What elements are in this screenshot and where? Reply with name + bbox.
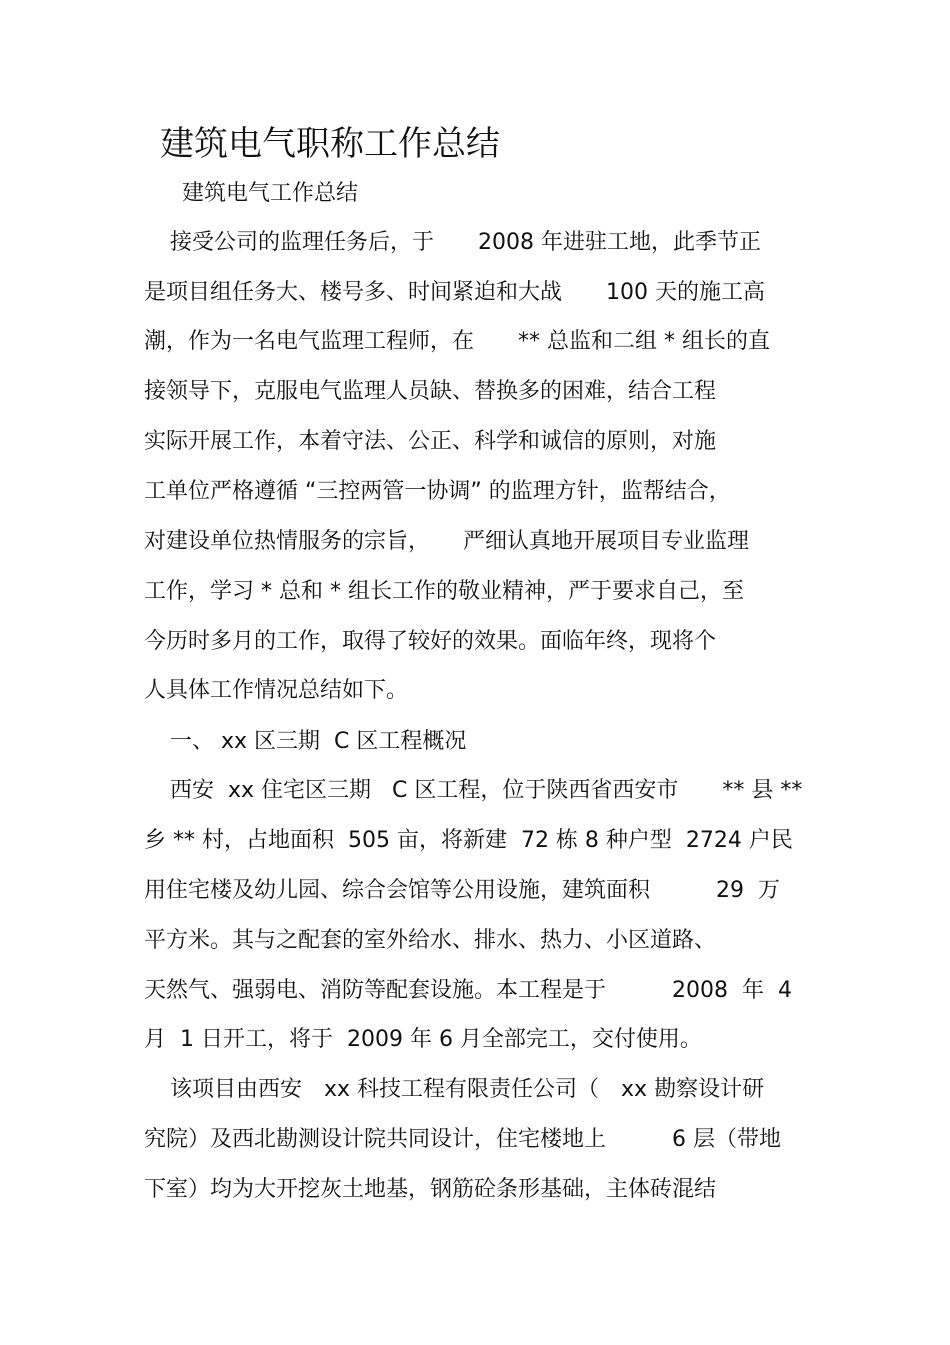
body-line: 今历时多月的工作，取得了较好的效果。面临年终，现将个 — [144, 629, 717, 654]
body-line: 接受公司的监理任务后，于 2008 年进驻工地，此季节正 — [170, 230, 761, 255]
subtitle-line: 建筑电气工作总结 — [182, 181, 359, 206]
body-line: 是项目组任务大、楼号多、时间紧迫和大战 100 天的施工高 — [144, 280, 765, 305]
body-line: 对建设单位热情服务的宗旨， 严细认真地开展项目专业监理 — [144, 529, 750, 554]
body-line: 潮，作为一名电气监理工程师，在 ** 总监和二组 * 组长的直 — [144, 329, 770, 354]
body-line: 西安 xx 住宅区三期 C 区工程，位于陕西省西安市 ** 县 ** — [170, 778, 803, 803]
section-heading: 一、 xx 区三期 C 区工程概况 — [170, 729, 467, 754]
document-title: 建筑电气职称工作总结 — [160, 124, 500, 164]
body-line: 下室）均为大开挖灰土地基，钢筋砼条形基础，主体砖混结 — [144, 1177, 717, 1202]
body-line: 乡 ** 村，占地面积 505 亩，将新建 72 栋 8 种户型 2724 户民 — [144, 828, 793, 853]
body-line: 月 1 日开工，将于 2009 年 6 月全部完工，交付使用。 — [144, 1027, 702, 1052]
body-line: 接领导下，克服电气监理人员缺、替换多的困难，结合工程 — [144, 379, 717, 404]
body-line: 工单位严格遵循 “三控两管一协调” 的监理方针，监帮结合， — [144, 479, 731, 504]
body-line: 究院）及西北勘测设计院共同设计，住宅楼地上 6 层（带地 — [144, 1127, 781, 1152]
body-line: 平方米。其与之配套的室外给水、排水、热力、小区道路、 — [144, 928, 717, 953]
body-line: 人具体工作情况总结如下。 — [144, 678, 409, 703]
body-line: 实际开展工作，本着守法、公正、科学和诚信的原则，对施 — [144, 429, 717, 454]
body-line: 天然气、强弱电、消防等配套设施。本工程是于 2008 年 4 — [144, 978, 792, 1003]
body-line: 该项目由西安 xx 科技工程有限责任公司（ xx 勘察设计研 — [170, 1077, 765, 1102]
body-line: 用住宅楼及幼儿园、综合会馆等公用设施，建筑面积 29 万 — [144, 878, 780, 903]
body-line: 工作，学习 * 总和 * 组长工作的敬业精神，严于要求自己，至 — [144, 579, 744, 604]
